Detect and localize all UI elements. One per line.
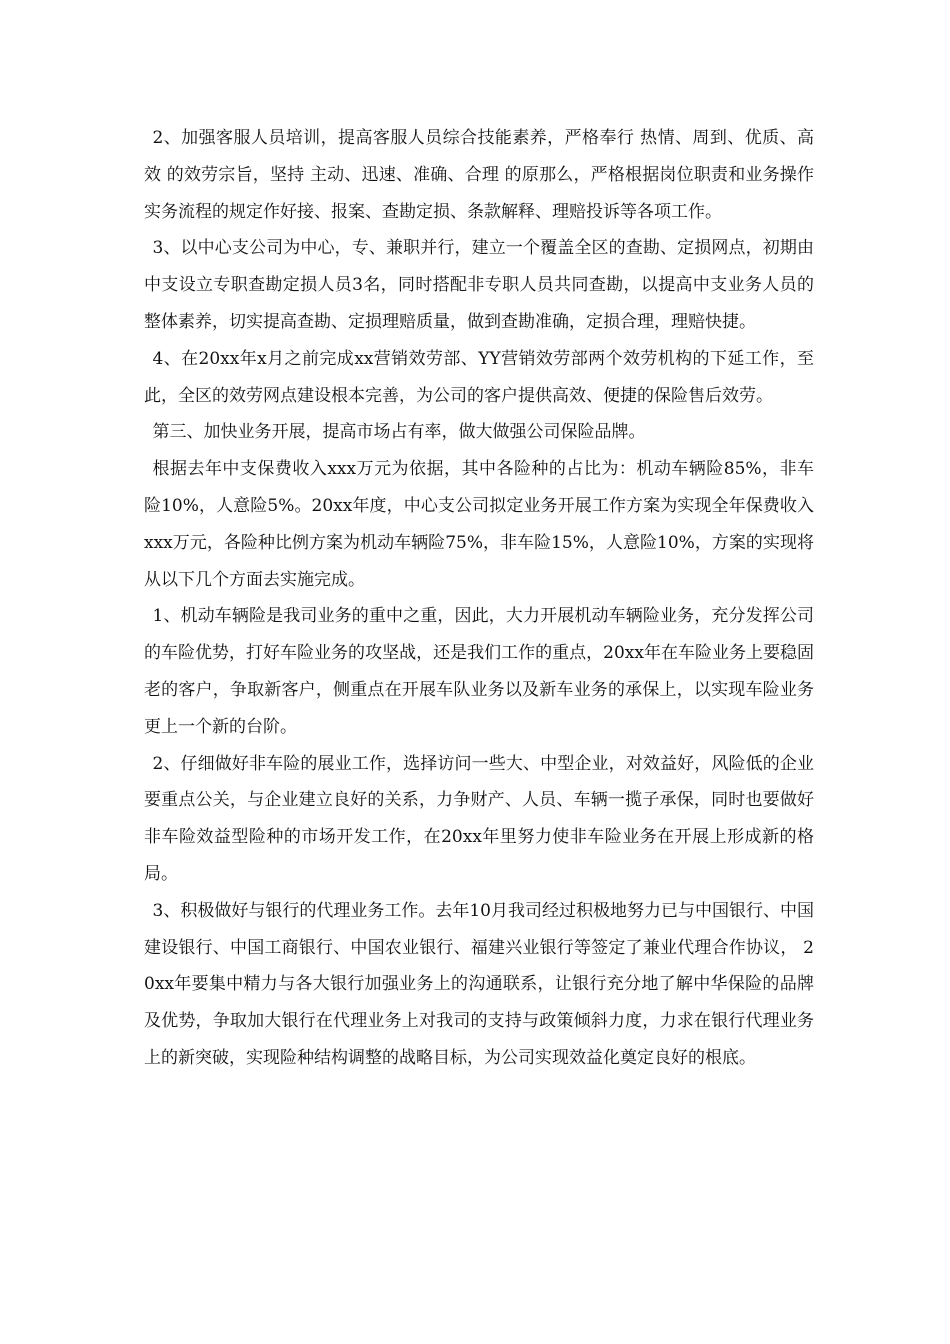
- document-body: [144, 120, 814, 1077]
- paragraph-customer-service-training: 2、加强客服人员培训，提高客服人员综合技能素养，严格奉行 热情、周到、优质、高效 的效劳宗旨，坚持 主动、迅速、准确、合理 的原那么，严格根据岗位职责和业务操作实务流程的规定作好接、报案、查勘定损、条款解释、理赔投诉等各项工作。: [144, 128, 814, 222]
- paragraph-bank-agency: 3、积极做好与银行的代理业务工作。去年10月我司经过积极地努力已与中国银行、中国建设银行、中国工商银行、中国农业银行、福建兴业银行等签定了兼业代理合作协议， 20xx年要集中精力与各大银行加强业务上的沟通联系，让银行充分地了解中华保险的品牌及优势，争取加大银行在代理业务上对我司的支持与政策倾斜力度，力求在银行代理业务上的新突破，实现险种结构调整的战略目标，为公司实现效益化奠定良好的根底。: [144, 900, 814, 1068]
- paragraph-motor-insurance: 1、机动车辆险是我司业务的重中之重，因此，大力开展机动车辆险业务，充分发挥公司的车险优势，打好车险业务的攻坚战，还是我们工作的重点，20xx年在车险业务上要稳固老的客户，争取新客户，侧重点在开展车队业务以及新车业务的承保上，以实现车险业务更上一个新的台阶。: [144, 606, 814, 737]
- paragraph-service-outlets: 4、在20xx年x月之前完成xx营销效劳部、YY营销效劳部两个效劳机构的下延工作，至此，全区的效劳网点建设根本完善，为公司的客户提供高效、便捷的保险售后效劳。: [144, 348, 814, 406]
- paragraph-premium-plan: 根据去年中支保费收入xxx万元为依据，其中各险种的占比为：机动车辆险85%，非车险10%，人意险5%。20xx年度，中心支公司拟定业务开展工作方案为实现全年保费收入xxx万元，各险种比例方案为机动车辆险75%，非车险15%，人意险10%，方案的实现将从以下几个方面去实施完成。: [144, 459, 814, 590]
- paragraph-survey-network: 3、以中心支公司为中心，专、兼职并行，建立一个覆盖全区的查勘、定损网点，初期由中支设立专职查勘定损人员3名，同时搭配非专职人员共同查勘，以提高中支业务人员的整体素养，切实提高查勘、定损理赔质量，做到查勘准确，定损合理，理赔快捷。: [144, 238, 814, 332]
- section-heading-business-expansion: 第三、加快业务开展，提高市场占有率，做大做强公司保险品牌。: [152, 422, 646, 443]
- paragraph-non-motor-insurance: 2、仔细做好非车险的展业工作，选择访问一些大、中型企业，对效益好，风险低的企业要重点公关，与企业建立良好的关系，力争财产、人员、车辆一揽子承保，同时也要做好非车险效益型险种的市场开发工作，在20xx年里努力使非车险业务在开展上形成新的格局。: [144, 753, 814, 884]
